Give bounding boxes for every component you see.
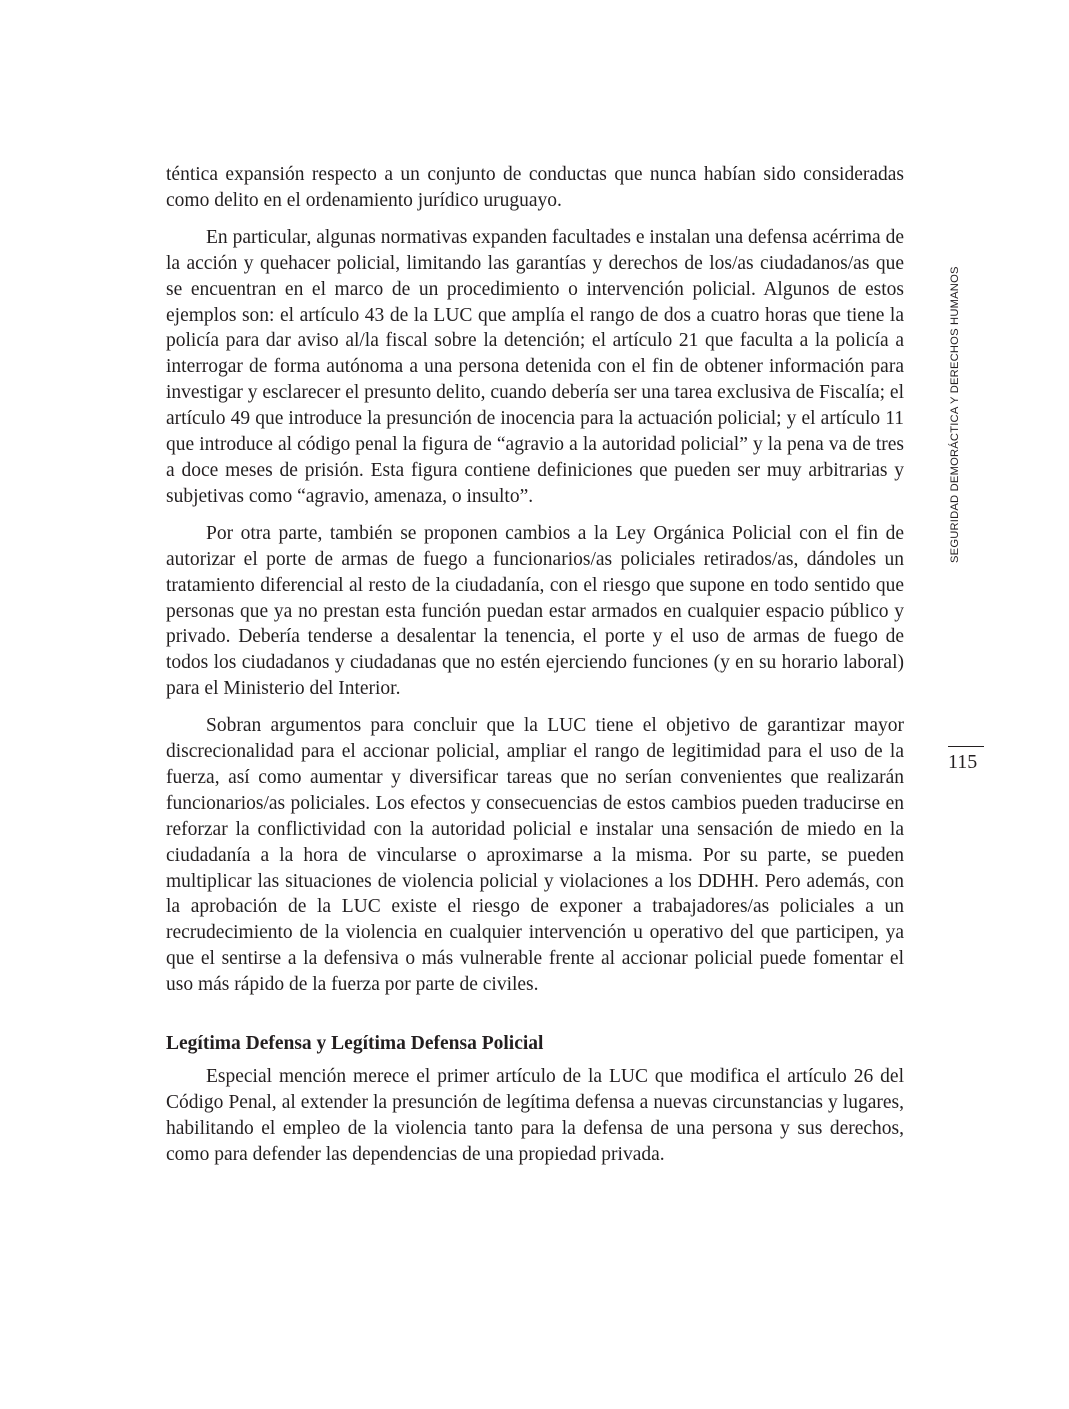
page-number-rule: [948, 746, 984, 747]
paragraph-police-powers: En particular, algunas normativas expanden facultades e instalan una defensa acérrima de la acción y quehacer policial, limitando las garantías y derechos de los/as ciudadanos/as que se encuentran en el marco de un procedimiento o intervención policial. Algunos de estos ejemplos son: el artículo 43 de la LUC que amplía el rango de dos a cuatro horas que tiene la policía para dar aviso al/la fiscal sobre la detención; el artículo 21 que faculta a la policía a interrogar de forma autónoma a una persona detenida con el fin de obtener información para investigar y esclarecer el presunto delito, cuando debería ser una tarea exclusiva de Fiscalía; el artículo 49 que introduce la presunción de inocencia para la actuación policial; y el artículo 11 que introduce al código penal la figura de “agravio a la autoridad policial” y la pena va de tres a doce meses de prisión. Esta figura contiene definiciones que pueden ser muy arbitrarias y subjetivas como “agravio, amenaza, o insulto”.: [166, 226, 904, 507]
paragraph-legitimate-defense: Especial mención merece el primer artículo de la LUC que modifica el artículo 26 del Código Penal, al extender la presunción de legítima defensa a nuevas circunstancias y lugares, habilitando el empleo de la violencia tanto para la defensa de una persona y sus derechos, como para defender las dependencias de una propiedad privada.: [166, 1066, 904, 1165]
section-heading: Legítima Defensa y Legítima Defensa Policial: [166, 1033, 544, 1055]
running-title: SEGURIDAD DEMORÁCTICA Y DERECHOS HUMANOS: [949, 266, 961, 563]
paragraph-arguments: Sobran argumentos para concluir que la LUC tiene el objetivo de garantizar mayor discrecionalidad para el accionar policial, ampliar el rango de legitimidad para el uso de la fuerza, así como aumentar y diversificar tareas que no serían convenientes que realizarán funcionarios/as policiales. Los efectos y consecuencias de estos cambios pueden traducirse en reforzar la conflictividad con la autoridad policial e instalar una sensación de miedo en la ciudadanía a la hora de vincularse o aproximarse a la misma. Por su parte, se pueden multiplicar las situaciones de violencia policial y violaciones a los DDHH. Pero además, con la aprobación de la LUC existe el riesgo de exponer a trabajadores/as policiales a un recrudecimiento de la violencia en cualquier intervención u operativo del que participen, ya que el sentirse a la defensiva o más vulnerable frente al accionar policial puede fomentar el uso más rápido de la fuerza por parte de civiles.: [166, 715, 904, 996]
body-text: [166, 162, 904, 1168]
paragraph-continuation: téntica expansión respecto a un conjunto de conductas que nunca habían sido consideradas como delito en el ordenamiento jurídico uruguayo.: [166, 164, 904, 211]
page-number: 115: [948, 751, 978, 773]
paragraph-firearms: Por otra parte, también se proponen cambios a la Ley Orgánica Policial con el fin de autorizar el porte de armas de fuego a funcionarios/as policiales retirados/as, dándoles un tratamiento diferencial al resto de la ciudadanía, con el riesgo que supone en todo sentido que personas que ya no prestan esta función puedan estar armados en cualquier espacio público y privado. Debería tenderse a desalentar la tenencia, el porte y el uso de armas de fuego de todos los ciudadanos y ciudadanas que no estén ejerciendo funciones (y en su horario laboral) para el Ministerio del Interior.: [166, 522, 904, 700]
